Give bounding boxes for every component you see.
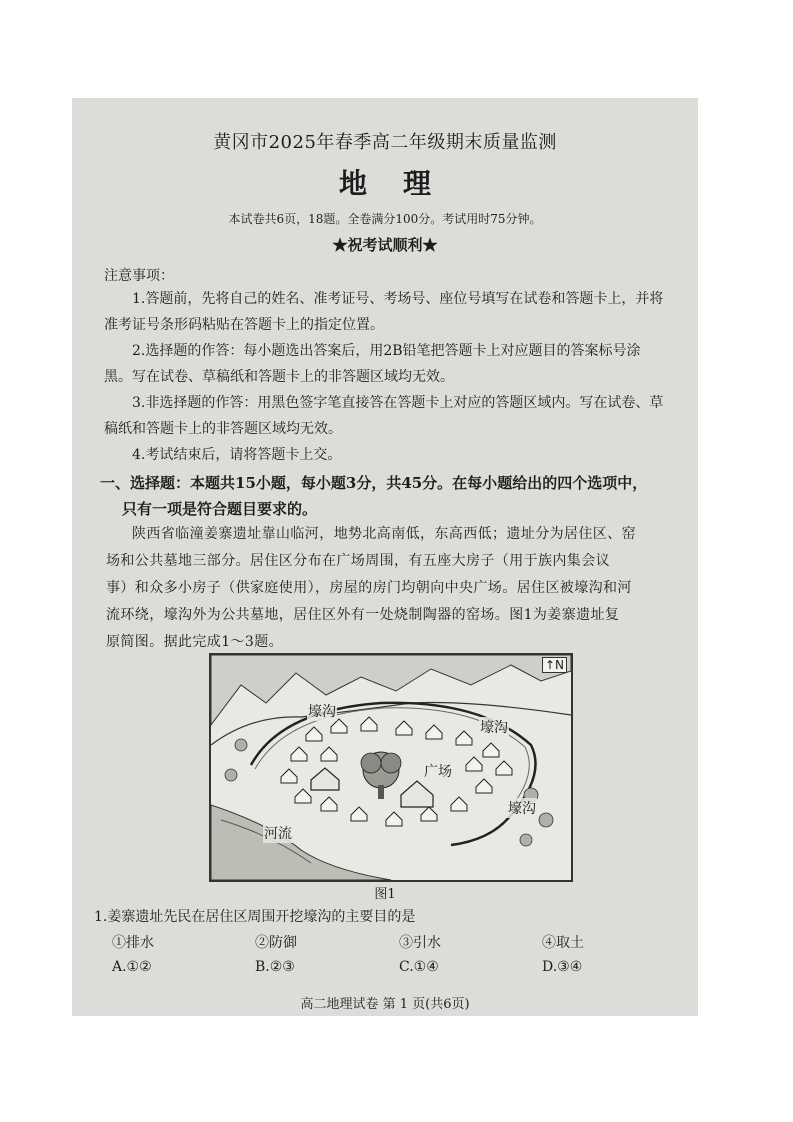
notice-title: 注意事项：	[104, 268, 174, 284]
map-drawing	[211, 655, 571, 880]
notice-item-1: 1.答题前，先将自己的姓名、准考证号、考场号、座位号填写在试卷和答题卡上，并将准考证号条形码粘贴在答题卡上的指定位置。	[104, 291, 664, 333]
question-1-option-c: C.①④	[399, 959, 439, 975]
notice-item-2: 2.选择题的作答：每小题选出答案后，用2B铅笔把答题卡上对应题目的答案标号涂黑。写在试卷、草稿纸和答题卡上的非答题区域均无效。	[104, 343, 641, 385]
north-arrow-icon: ↑N	[542, 657, 567, 673]
question-1-item: ①排水	[112, 935, 154, 951]
question-1-option-d: D.③④	[542, 959, 583, 975]
question-1-stem: 1.姜寨遗址先民在居住区周围开挖壕沟的主要目的是	[94, 909, 416, 925]
figure-caption: 图1	[374, 887, 396, 902]
question-1-item: ④取土	[542, 935, 584, 951]
label-square: 广场	[423, 761, 453, 781]
page-footer: 高二地理试卷 第 1 页(共6页)	[300, 997, 470, 1012]
section-heading-line2: 只有一项是符合题目要求的。	[122, 500, 318, 518]
material-line: 流环绕，壕沟外为公共墓地，居住区外有一处烧制陶器的窑场。图1为姜寨遗址复	[106, 607, 620, 623]
notice-item-4: 4.考试结束后，请将答题卡上交。	[132, 447, 342, 463]
question-1-item: ②防御	[255, 935, 297, 951]
material-line: 场和公共墓地三部分。居住区分布在广场周围，有五座大房子（用于族内集会议	[106, 553, 610, 569]
exam-info: 本试卷共6页，18题。全卷满分100分。考试用时75分钟。	[228, 212, 542, 226]
exam-title: 黄冈市2025年春季高二年级期末质量监测	[213, 132, 557, 153]
question-1-option-b: B.②③	[255, 959, 295, 975]
exam-sheet	[72, 98, 698, 1016]
notice-item-3: 3.非选择题的作答：用黑色签字笔直接答在答题卡上对应的答题区域内。写在试卷、草稿纸和答题卡上的非答题区域均无效。	[104, 395, 664, 437]
material-line: 陕西省临潼姜寨遗址靠山临河，地势北高南低，东高西低；遗址分为居住区、窑	[132, 526, 636, 542]
question-1-item: ③引水	[399, 935, 441, 951]
material-line: 原简图。据此完成1～3题。	[106, 634, 284, 650]
material-line: 事）和众多小房子（供家庭使用），房屋的房门均朝向中央广场。居住区被壕沟和河	[106, 580, 632, 596]
label-river: 河流	[263, 823, 293, 843]
label-trench-right: 壕沟	[479, 717, 509, 737]
subject-title: 地理	[338, 167, 467, 200]
question-1-option-a: A.①②	[112, 959, 152, 975]
label-trench-bottom: 壕沟	[507, 798, 537, 818]
section-heading-line1: 一、选择题：本题共15小题，每小题3分，共45分。在每小题给出的四个选项中，	[100, 474, 648, 492]
label-trench-top: 壕沟	[307, 701, 337, 721]
site-reconstruction-map	[209, 653, 573, 882]
good-luck-banner: ★祝考试顺利★	[332, 236, 438, 254]
